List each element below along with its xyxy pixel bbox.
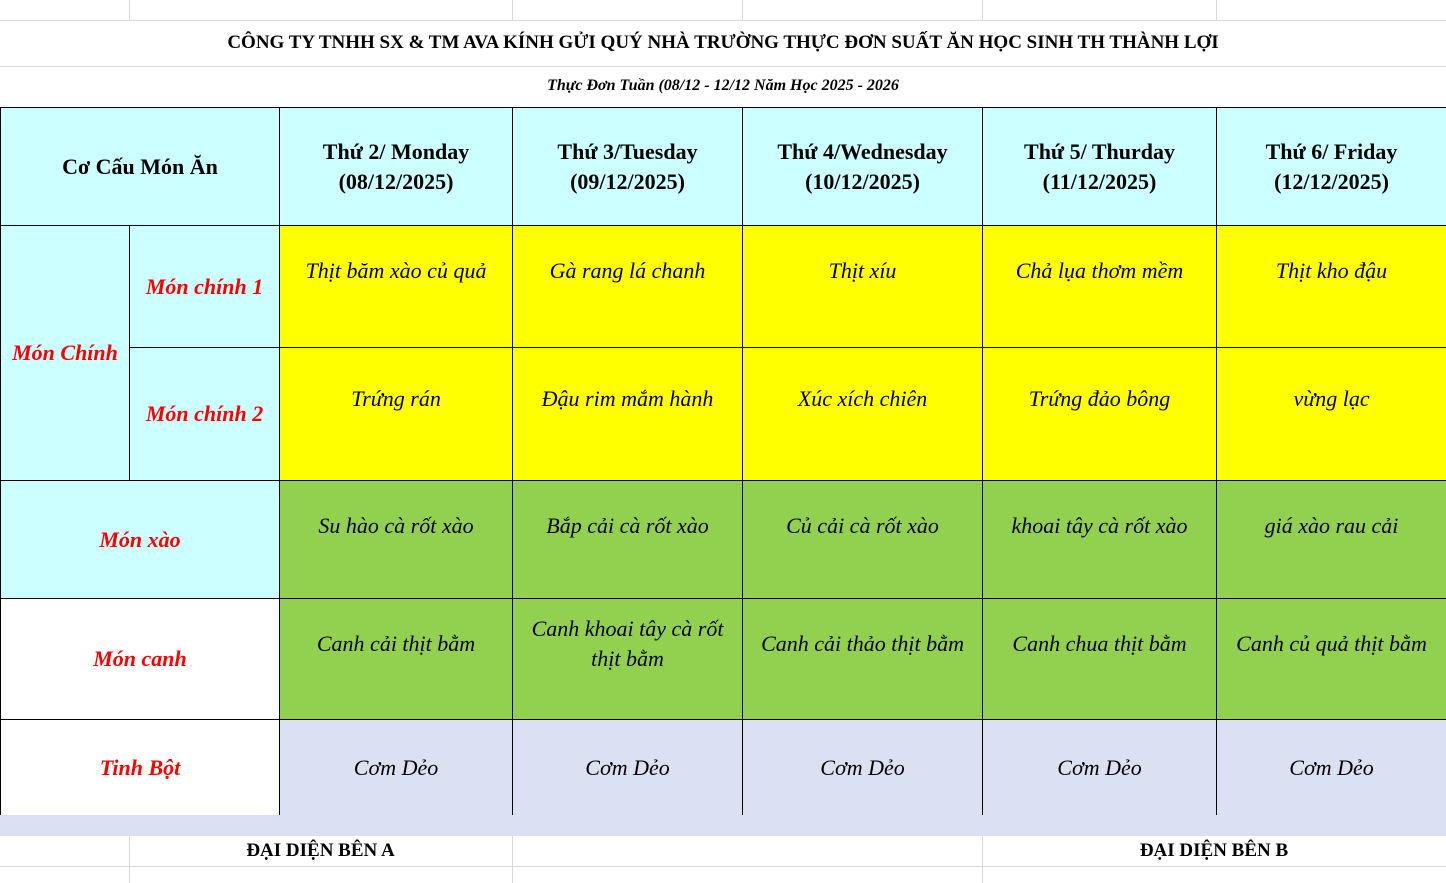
dish-cell: Canh khoai tây cà rốt thịt bằm [513, 599, 743, 720]
table-row [1, 481, 1446, 599]
table-row [1, 348, 1446, 481]
dish-cell: khoai tây cà rốt xào [983, 481, 1217, 599]
row-label: Tinh Bột [1, 720, 280, 816]
gridline [129, 0, 130, 20]
dish-cell: Su hào cà rốt xào [280, 481, 513, 599]
representative-b: ĐẠI DIỆN BÊN B [1139, 840, 1289, 861]
table-row [1, 226, 1446, 348]
day-date: (11/12/2025) [1042, 168, 1157, 194]
weekly-menu-table [0, 107, 1446, 816]
dish-cell: Canh củ quả thịt bằm [1217, 599, 1446, 720]
dish-cell: Đậu rim mắm hành [513, 348, 743, 481]
gridline [0, 866, 1446, 867]
group-main-label: Món Chính [1, 226, 130, 481]
day-name: Thứ 6/ Friday [1265, 138, 1398, 164]
day-header-wednesday [743, 108, 983, 226]
dish-cell: Trứng đảo bông [983, 348, 1217, 481]
row-label: Món xào [1, 481, 280, 599]
document-title: CÔNG TY TNHH SX & TM AVA KÍNH GỬI QUÝ NHÀ TRƯỜNG THỰC ĐƠN SUẤT ĂN HỌC SINH TH THÀNH LỢI [227, 32, 1219, 53]
day-name: Thứ 3/Tuesday [557, 138, 698, 164]
separator-band [0, 815, 1446, 836]
header-row [1, 108, 1446, 226]
gridline [742, 0, 743, 20]
day-name: Thứ 4/Wednesday [777, 138, 948, 164]
day-date: (09/12/2025) [570, 168, 685, 194]
gridline [982, 0, 983, 20]
dish-cell: Cơm Dẻo [1217, 720, 1446, 816]
dish-cell: Củ cải cà rốt xào [743, 481, 983, 599]
representative-a: ĐẠI DIỆN BÊN A [246, 840, 395, 861]
dish-cell: giá xào rau cải [1217, 481, 1446, 599]
dish-cell: vừng lạc [1217, 348, 1446, 481]
gridline [512, 0, 513, 20]
day-header-friday [1217, 108, 1446, 226]
day-name: Thứ 2/ Monday [322, 138, 470, 164]
dish-cell: Canh cải thịt bằm [280, 599, 513, 720]
gridline [512, 836, 513, 883]
dish-cell: Trứng rán [280, 348, 513, 481]
dish-cell: Thịt kho đậu [1217, 226, 1446, 348]
table-row [1, 720, 1446, 816]
dish-cell: Cơm Dẻo [743, 720, 983, 816]
dish-cell: Cơm Dẻo [280, 720, 513, 816]
dish-cell: Thịt xíu [743, 226, 983, 348]
dish-cell: Cơm Dẻo [513, 720, 743, 816]
day-header-thursday [983, 108, 1217, 226]
day-date: (08/12/2025) [338, 168, 454, 194]
dish-cell: Thịt băm xào củ quả [280, 226, 513, 348]
table-row [1, 599, 1446, 720]
dish-cell: Xúc xích chiên [743, 348, 983, 481]
row-label: Món canh [1, 599, 280, 720]
dish-cell: Gà rang lá chanh [513, 226, 743, 348]
structure-header: Cơ Cấu Món Ăn [1, 108, 280, 226]
gridline [1216, 0, 1217, 20]
day-date: (10/12/2025) [805, 168, 920, 194]
day-header-tuesday [513, 108, 743, 226]
day-header-monday [280, 108, 513, 226]
dish-cell: Bắp cải cà rốt xào [513, 481, 743, 599]
dish-cell: Cơm Dẻo [983, 720, 1217, 816]
dish-cell: Canh chua thịt bằm [983, 599, 1217, 720]
dish-cell: Canh cải thảo thịt bằm [743, 599, 983, 720]
row-label: Món chính 2 [130, 348, 280, 481]
dish-cell: Chả lụa thơm mềm [983, 226, 1217, 348]
day-name: Thứ 5/ Thurday [1024, 138, 1175, 164]
document-subtitle: Thực Đơn Tuần (08/12 - 12/12 Năm Học 2025 - 2026 [547, 77, 899, 94]
row-label: Món chính 1 [130, 226, 280, 348]
day-date: (12/12/2025) [1274, 168, 1389, 194]
